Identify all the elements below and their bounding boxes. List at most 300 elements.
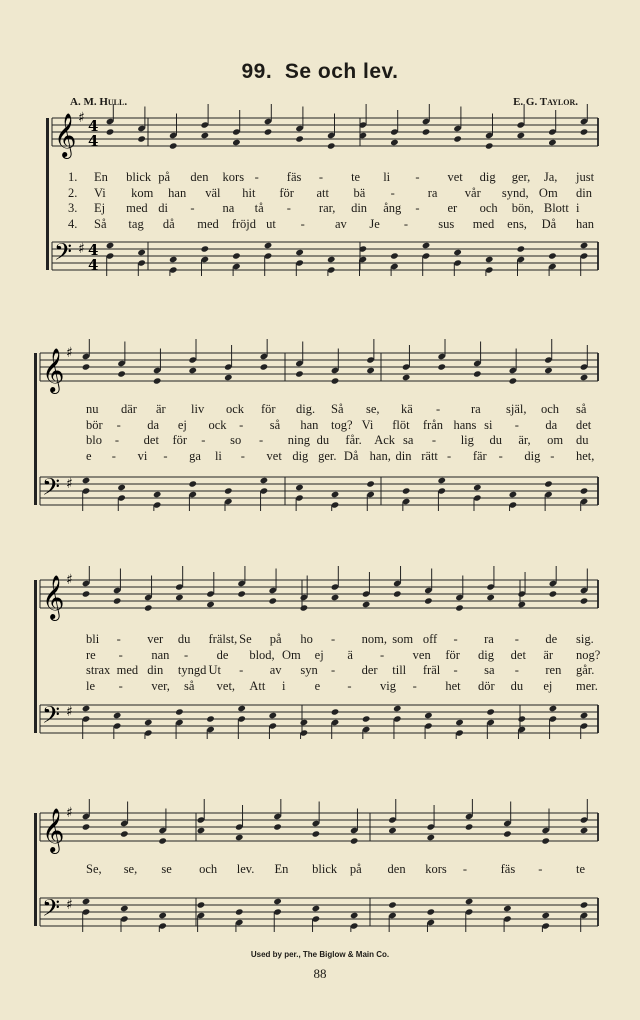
lyric-word: - bbox=[239, 417, 244, 432]
lyric-word: hit bbox=[242, 185, 256, 200]
note-chord bbox=[120, 905, 129, 932]
lyric-word: frälst, bbox=[208, 632, 238, 646]
lyric-word: kors bbox=[222, 170, 245, 184]
lyric-word: e bbox=[314, 678, 321, 693]
lyric-word: ho bbox=[300, 632, 313, 646]
lyric-word: - bbox=[116, 632, 121, 646]
bass-clef-icon: 𝄢 bbox=[42, 701, 61, 734]
note-chord bbox=[206, 715, 215, 739]
note-chord bbox=[517, 572, 526, 608]
lyric-word: fäs bbox=[286, 170, 302, 184]
lyric-word: nog? bbox=[576, 647, 601, 662]
verse-number: 4. bbox=[68, 216, 78, 231]
lyric-word: si bbox=[484, 417, 493, 432]
lyric-word: se, bbox=[366, 402, 380, 416]
note-chord bbox=[106, 104, 115, 136]
lyric-word: lev. bbox=[236, 862, 255, 876]
lyric-word: e bbox=[86, 448, 92, 463]
treble-clef-icon: 𝄞 bbox=[42, 808, 65, 852]
lyric-word: bli bbox=[86, 632, 100, 646]
note-chord bbox=[580, 242, 589, 276]
lyric-word: - bbox=[380, 647, 385, 662]
note-chord bbox=[517, 245, 526, 276]
sharp-icon: ♯ bbox=[78, 241, 85, 258]
lyric-word: li bbox=[214, 448, 222, 463]
lyric-word: li bbox=[383, 170, 391, 184]
lyric-word: dig bbox=[524, 448, 541, 463]
lyric-word: blod, bbox=[249, 647, 275, 662]
time-signature-top: 4 bbox=[88, 117, 99, 135]
lyric-line bbox=[0, 217, 640, 232]
lyric-word: ång bbox=[383, 201, 402, 215]
lyric-word: den bbox=[190, 170, 209, 184]
note-chord bbox=[549, 566, 558, 598]
lyric-word: - bbox=[412, 678, 417, 693]
lyric-word: nu bbox=[86, 402, 99, 416]
lyric-word: för bbox=[261, 402, 276, 416]
lyric-word: flöt bbox=[392, 417, 410, 432]
lyric-word: - bbox=[415, 201, 420, 215]
treble-staff bbox=[40, 580, 598, 608]
lyric-word: med bbox=[116, 663, 139, 677]
lyric-word: bör bbox=[86, 417, 103, 432]
lyric-word: går. bbox=[576, 663, 595, 677]
sharp-icon: ♯ bbox=[78, 110, 85, 127]
lyric-word: - bbox=[240, 448, 245, 463]
lyric-word: vet bbox=[266, 448, 282, 463]
lyric-word: Då bbox=[343, 448, 359, 463]
lyric-word: ren bbox=[545, 663, 562, 677]
note-chord bbox=[137, 249, 146, 276]
lyric-word: din bbox=[395, 448, 412, 463]
lyric-word: fröjd bbox=[231, 216, 257, 231]
note-chord bbox=[580, 345, 589, 381]
note-chord bbox=[390, 252, 399, 276]
note-chord bbox=[295, 249, 304, 276]
lyric-word: Vi bbox=[94, 185, 106, 200]
lyric-word: En bbox=[274, 862, 289, 876]
lyric-word: och bbox=[541, 402, 560, 416]
lyric-word: ra bbox=[484, 632, 494, 646]
lyric-word: det bbox=[143, 433, 159, 447]
note-chord bbox=[465, 898, 474, 932]
lyric-word: En bbox=[94, 170, 108, 184]
time-signature-top: 4 bbox=[88, 241, 99, 259]
lyric-word: ock bbox=[208, 417, 227, 432]
lyric-word: så bbox=[576, 402, 587, 416]
note-chord bbox=[188, 339, 197, 374]
lyric-word: Je bbox=[369, 216, 380, 231]
note-chord bbox=[350, 912, 359, 932]
lyric-word: med bbox=[197, 216, 219, 231]
lyric-word: för bbox=[172, 433, 188, 447]
note-chord bbox=[224, 345, 233, 381]
note-chord bbox=[117, 484, 126, 511]
sharp-icon: ♯ bbox=[66, 476, 73, 493]
note-chord bbox=[549, 705, 558, 739]
lyric-word: han, bbox=[369, 448, 391, 463]
time-signature-bottom: 4 bbox=[88, 132, 99, 150]
lyric-word: blo bbox=[86, 433, 102, 447]
note-chord bbox=[390, 110, 399, 146]
lyric-word: der bbox=[361, 663, 378, 677]
lyric-word: di bbox=[158, 201, 168, 215]
lyric-word: - bbox=[403, 216, 409, 231]
lyric-word: - bbox=[415, 170, 420, 184]
lyric-word: se bbox=[161, 862, 172, 876]
lyric-word: - bbox=[462, 862, 468, 876]
lyric-word: ra bbox=[471, 402, 481, 416]
lyric-word: dig bbox=[479, 170, 496, 184]
lyric-word: han bbox=[300, 417, 319, 432]
lyric-word: väl bbox=[205, 185, 221, 200]
note-chord bbox=[232, 110, 241, 146]
note-chord bbox=[82, 566, 91, 598]
lyric-word: Så bbox=[94, 216, 107, 231]
lyric-word: nan bbox=[151, 647, 170, 662]
lyric-word: dig bbox=[292, 448, 309, 463]
note-chord bbox=[388, 799, 397, 834]
lyric-word: Blott bbox=[543, 201, 569, 215]
bass-staff bbox=[40, 477, 598, 505]
note-chord bbox=[268, 712, 277, 739]
lyric-word: blick bbox=[312, 862, 338, 876]
lyric-line bbox=[0, 679, 640, 694]
note-chord bbox=[580, 712, 589, 739]
lyric-word: off bbox=[422, 632, 438, 646]
lyric-word: - bbox=[498, 448, 503, 463]
note-chord bbox=[486, 708, 495, 739]
note-chord bbox=[113, 712, 122, 739]
note-chord bbox=[144, 719, 153, 739]
lyric-line bbox=[0, 433, 640, 448]
lyric-word: - bbox=[453, 632, 458, 646]
note-chord bbox=[264, 242, 273, 276]
lyric-word: dig bbox=[478, 647, 494, 662]
note-chord bbox=[437, 477, 446, 511]
lyric-word: - bbox=[318, 170, 324, 184]
lyric-word: te bbox=[351, 170, 361, 184]
lyric-word: Då bbox=[541, 216, 557, 231]
lyric-line bbox=[0, 170, 640, 185]
lyric-word: - bbox=[114, 433, 119, 447]
lyric-word: fäs bbox=[500, 862, 516, 876]
lyric-word: te bbox=[576, 862, 586, 876]
lyric-word: - bbox=[116, 417, 121, 432]
note-chord bbox=[402, 487, 411, 511]
lyric-word: av bbox=[269, 663, 282, 677]
lyric-word: - bbox=[436, 402, 441, 416]
lyric-word: dör bbox=[478, 678, 495, 693]
note-chord bbox=[544, 480, 553, 511]
lyric-word: ning bbox=[287, 433, 310, 447]
lyric-word: på bbox=[349, 862, 362, 876]
lyric-word: ver, bbox=[151, 678, 170, 693]
lyric-word: är bbox=[543, 647, 554, 662]
lyric-word: liv bbox=[191, 402, 205, 416]
note-chord bbox=[426, 908, 435, 932]
lyric-word: ock bbox=[226, 402, 245, 416]
note-chord bbox=[402, 345, 411, 381]
note-chord bbox=[327, 256, 336, 276]
lyric-word: - bbox=[286, 201, 291, 215]
lyric-word: dig. bbox=[296, 402, 316, 416]
lyric-word: - bbox=[453, 663, 458, 677]
lyric-word: - bbox=[184, 647, 189, 662]
lyric-line bbox=[0, 648, 640, 663]
lyric-word: och bbox=[199, 862, 218, 876]
note-chord bbox=[362, 715, 371, 739]
treble-staff bbox=[40, 353, 598, 381]
lyric-word: din bbox=[147, 663, 164, 677]
note-chord bbox=[485, 256, 494, 276]
note-chord bbox=[312, 905, 321, 932]
note-chord bbox=[188, 480, 197, 511]
lyric-word: Ej bbox=[94, 201, 106, 215]
lyric-word: syn bbox=[300, 663, 318, 677]
lyric-word: tyngd bbox=[177, 663, 207, 677]
lyric-word: ej bbox=[543, 678, 553, 693]
lyric-word: so bbox=[230, 433, 242, 447]
verse-number: 1. bbox=[68, 170, 78, 184]
lyric-word: är, bbox=[518, 433, 531, 447]
lyric-word: rar, bbox=[318, 201, 336, 215]
hymn-title: Se och lev. bbox=[284, 60, 399, 83]
lyric-word: vet, bbox=[216, 678, 236, 693]
lyric-word: Så bbox=[331, 402, 344, 416]
lyric-word: - bbox=[118, 678, 123, 693]
lyric-word: du bbox=[510, 678, 524, 693]
lyric-word: med bbox=[472, 216, 495, 231]
lyric-word: hans bbox=[453, 417, 477, 432]
lyric-word: det bbox=[510, 647, 526, 662]
note-chord bbox=[541, 912, 550, 932]
note-chord bbox=[201, 245, 210, 276]
treble-staff bbox=[52, 118, 598, 146]
lyric-word: lig bbox=[460, 433, 474, 447]
lyric-word: ra bbox=[427, 185, 438, 200]
lyric-word: ga bbox=[189, 448, 201, 463]
lyric-word: vet bbox=[447, 170, 463, 184]
lyric-word: ens, bbox=[507, 216, 527, 231]
note-chord bbox=[359, 245, 368, 276]
lyric-word: da bbox=[545, 417, 558, 432]
note-chord bbox=[295, 484, 304, 511]
lyric-word: för bbox=[279, 185, 294, 200]
note-chord bbox=[486, 566, 495, 601]
time-signature-bottom: 4 bbox=[88, 256, 99, 274]
note-chord bbox=[235, 908, 244, 932]
lyric-word: Se bbox=[239, 632, 252, 646]
lyric-line bbox=[0, 632, 640, 647]
lyric-word: Om bbox=[538, 185, 558, 200]
note-chord bbox=[237, 566, 246, 598]
note-chord bbox=[580, 104, 589, 136]
lyric-word: - bbox=[514, 417, 519, 432]
lyric-word: - bbox=[514, 663, 519, 677]
lyric-word: vi bbox=[137, 448, 148, 463]
lyric-word: får. bbox=[345, 433, 362, 447]
note-chord bbox=[175, 708, 184, 739]
composer-credit: A. M. Hull. bbox=[70, 96, 128, 108]
hymn-number: 99. bbox=[241, 60, 273, 83]
sharp-icon: ♯ bbox=[66, 897, 73, 914]
lyric-word: av bbox=[335, 216, 347, 231]
hymn-title-line bbox=[0, 60, 640, 84]
lyric-word: du bbox=[489, 433, 503, 447]
lyric-word: med bbox=[126, 201, 148, 215]
lyric-word: du bbox=[316, 433, 330, 447]
page-number: 88 bbox=[313, 966, 327, 981]
note-chord bbox=[455, 719, 464, 739]
lyric-word: - bbox=[239, 663, 244, 677]
note-chord bbox=[82, 799, 91, 831]
lyric-word: de bbox=[216, 647, 229, 662]
note-chord bbox=[426, 805, 435, 841]
lyric-word: - bbox=[163, 448, 168, 463]
lyric-word: nom, bbox=[361, 632, 387, 646]
lyric-word: i bbox=[282, 678, 286, 693]
note-chord bbox=[465, 799, 474, 831]
lyric-line bbox=[0, 418, 640, 433]
lyric-word: - bbox=[538, 862, 543, 876]
note-chord bbox=[580, 901, 589, 932]
lyric-word: som bbox=[392, 632, 414, 646]
lyric-word: er bbox=[447, 201, 458, 215]
note-chord bbox=[424, 712, 433, 739]
lyric-word: din bbox=[576, 185, 592, 200]
note-chord bbox=[503, 905, 512, 932]
note-chord bbox=[517, 104, 526, 139]
lyric-word: het bbox=[445, 678, 461, 693]
note-chord bbox=[362, 572, 371, 608]
lyric-word: på bbox=[269, 632, 282, 646]
lyric-word: bä bbox=[353, 185, 366, 200]
note-chord bbox=[544, 339, 553, 374]
verse-number: 2. bbox=[68, 185, 78, 200]
note-chord bbox=[473, 484, 482, 511]
lyric-word: - bbox=[390, 185, 395, 200]
bass-clef-icon: 𝄢 bbox=[54, 238, 73, 271]
note-chord bbox=[82, 705, 91, 739]
lyric-word: ger. bbox=[318, 448, 337, 463]
lyric-word: Ja, bbox=[543, 170, 558, 184]
lyric-word: ut bbox=[266, 216, 276, 231]
lyric-word: ej bbox=[314, 647, 324, 662]
lyric-word: om bbox=[547, 433, 564, 447]
lyric-word: ver bbox=[147, 632, 164, 646]
lyric-word: sa bbox=[403, 433, 414, 447]
lyric-word: kom bbox=[131, 185, 154, 200]
bass-staff bbox=[40, 898, 598, 926]
lyric-word: just bbox=[576, 170, 595, 184]
lyric-word: sus bbox=[438, 216, 455, 231]
note-chord bbox=[260, 339, 269, 371]
lyric-word: - bbox=[258, 433, 264, 447]
lyric-word: het, bbox=[576, 448, 595, 463]
note-chord bbox=[366, 339, 375, 374]
sharp-icon: ♯ bbox=[66, 572, 73, 589]
lyric-word: da bbox=[147, 417, 160, 432]
sharp-icon: ♯ bbox=[66, 345, 73, 362]
lyric-word: - bbox=[201, 433, 206, 447]
lyric-word: tå bbox=[254, 201, 264, 215]
lyric-word: - bbox=[347, 678, 352, 693]
lyric-word: du bbox=[177, 632, 191, 646]
bass-staff bbox=[40, 705, 598, 733]
lyric-word: Se, bbox=[86, 862, 102, 876]
lyric-line bbox=[0, 449, 640, 464]
lyric-word: där bbox=[121, 402, 137, 416]
lyric-word: att bbox=[316, 185, 329, 200]
lyric-word: tag bbox=[128, 216, 144, 231]
note-chord bbox=[82, 898, 91, 932]
bass-clef-icon: 𝄢 bbox=[42, 473, 61, 506]
lyric-word: ej bbox=[177, 417, 187, 432]
lyric-word: så bbox=[184, 678, 195, 693]
lyric-line bbox=[0, 186, 640, 201]
note-chord bbox=[169, 256, 178, 276]
lyric-word: strax bbox=[86, 663, 111, 677]
note-chord bbox=[201, 104, 210, 139]
note-chord bbox=[158, 912, 167, 932]
note-chord bbox=[153, 491, 162, 511]
lyric-line bbox=[0, 663, 640, 678]
lyric-word: mer. bbox=[576, 678, 598, 693]
lyric-word: han bbox=[168, 185, 187, 200]
lyric-word: le bbox=[86, 678, 96, 693]
lyric-word: till bbox=[392, 663, 407, 677]
lyric-word: han bbox=[576, 216, 595, 231]
lyric-word: och bbox=[479, 201, 498, 215]
note-chord bbox=[453, 249, 462, 276]
lyric-word: - bbox=[254, 170, 259, 184]
lyric-word: - bbox=[300, 216, 305, 231]
note-chord bbox=[197, 799, 206, 834]
lyric-word: fär bbox=[472, 448, 487, 463]
treble-clef-icon: 𝄞 bbox=[42, 575, 65, 619]
lyric-word: Ack bbox=[374, 433, 396, 447]
lyric-word: - bbox=[447, 448, 452, 463]
lyric-word: det bbox=[576, 417, 592, 432]
lyric-word: - bbox=[190, 201, 195, 215]
lyric-word: se, bbox=[123, 862, 138, 876]
lyric-line bbox=[0, 862, 640, 877]
lyric-line bbox=[0, 201, 640, 216]
note-chord bbox=[331, 708, 340, 739]
lyric-word: ven bbox=[412, 647, 431, 662]
lyric-word: själ, bbox=[506, 402, 527, 416]
lyric-word: vig bbox=[380, 678, 396, 693]
note-chord bbox=[393, 566, 402, 598]
note-chord bbox=[517, 715, 526, 739]
lyric-word: den bbox=[387, 862, 406, 876]
lyric-word: na bbox=[222, 201, 235, 215]
lyric-word: ä bbox=[347, 647, 353, 662]
note-chord bbox=[260, 477, 269, 511]
lyric-word: de bbox=[545, 632, 558, 646]
note-chord bbox=[580, 487, 589, 511]
lyric-line bbox=[0, 402, 640, 417]
note-chord bbox=[509, 491, 518, 511]
lyric-word: re bbox=[86, 647, 96, 662]
note-chord bbox=[548, 252, 557, 276]
lyric-word: - bbox=[550, 448, 555, 463]
note-chord bbox=[273, 898, 282, 932]
note-chord bbox=[366, 480, 375, 511]
lyric-word: Om bbox=[282, 647, 301, 662]
lyric-word: på bbox=[158, 170, 171, 184]
